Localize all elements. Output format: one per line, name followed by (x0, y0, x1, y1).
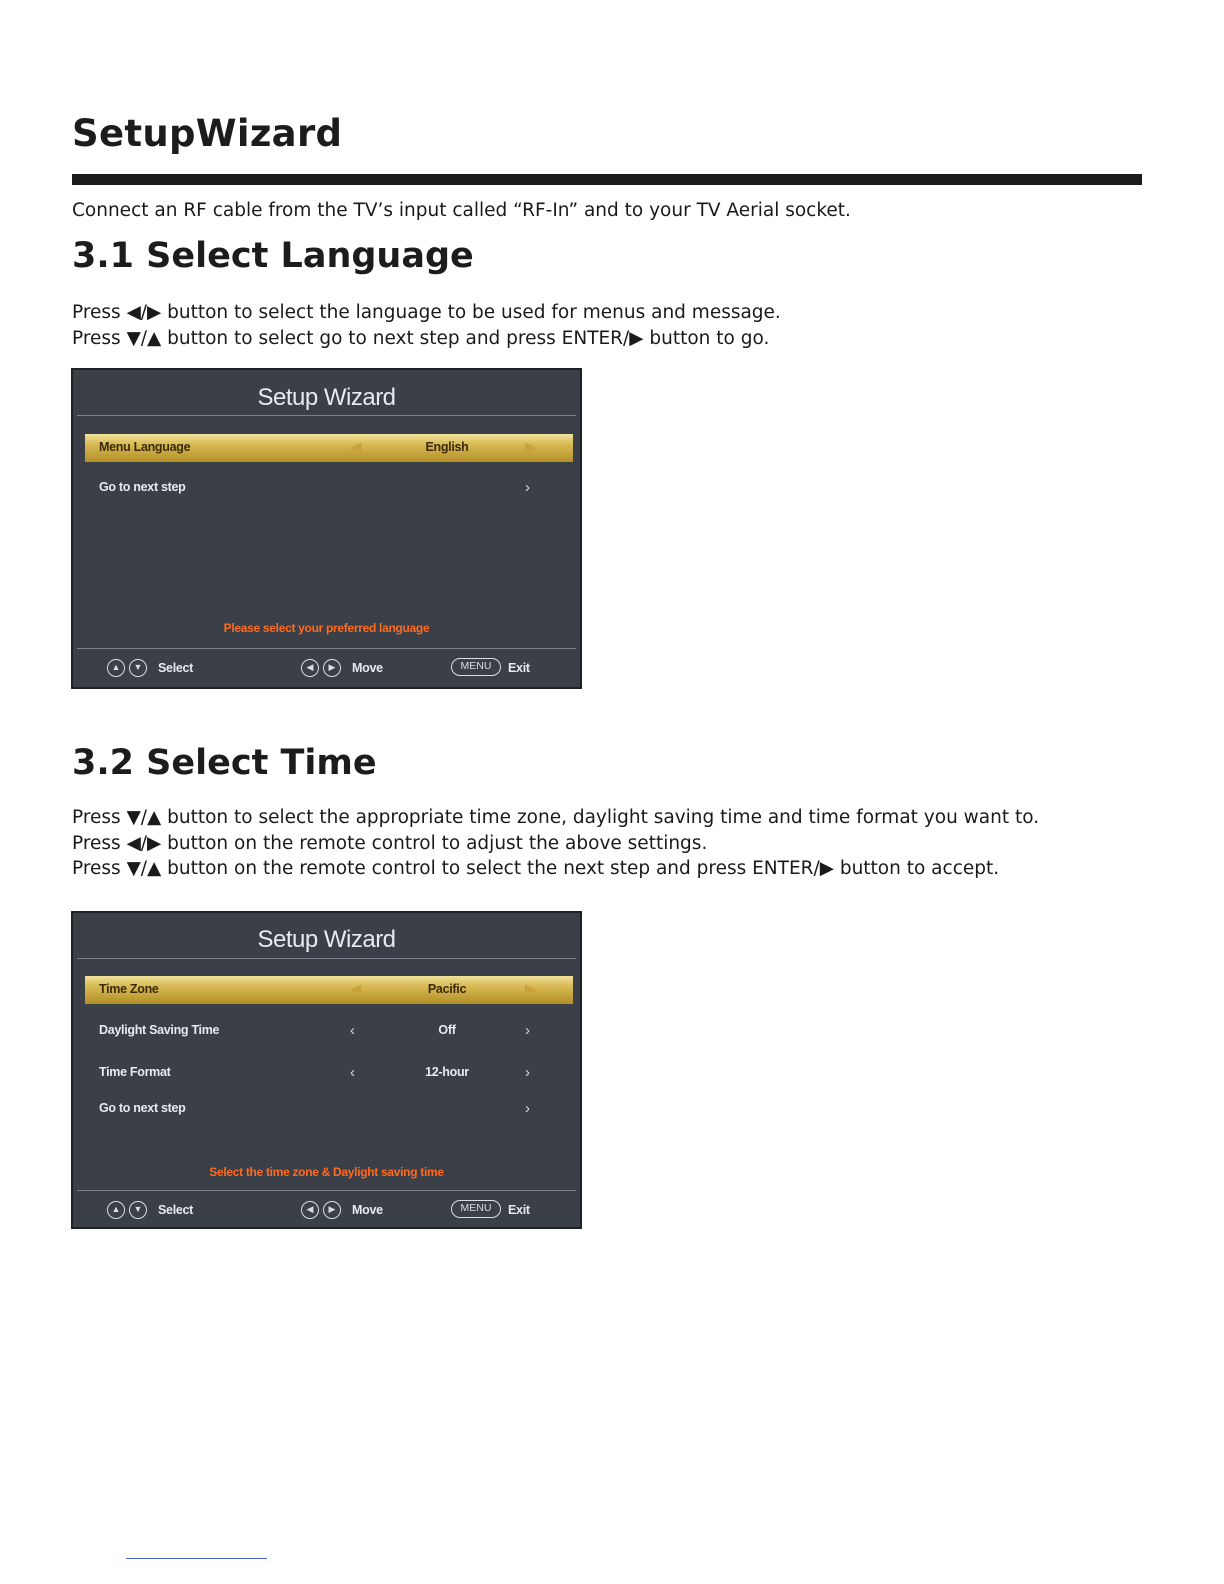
left-button-icon: ◀ (301, 659, 319, 677)
row-value: 12-hour (425, 1065, 469, 1079)
row-label: Time Format (99, 1065, 171, 1079)
footer-exit-label: Exit (508, 1203, 530, 1217)
row-label: Time Zone (99, 982, 159, 996)
page-title: SetupWizard (72, 112, 343, 155)
time-format-row[interactable] (85, 1059, 573, 1087)
chevron-right-icon: › (525, 479, 530, 496)
row-value: Pacific (427, 982, 467, 996)
time-instructions (72, 805, 1039, 882)
right-arrow-icon[interactable]: ▶ (525, 439, 537, 456)
menu-key-icon: MENU (451, 1200, 501, 1218)
right-button-icon: ▶ (323, 1201, 341, 1219)
section-heading-language: 3.1 Select Language (72, 236, 474, 276)
instruction-line: Press ▼/▲ button to select the appropriate time zone, daylight saving time and time format you want to. (72, 807, 1040, 828)
screen-footer (73, 1196, 580, 1226)
row-label: Go to next step (99, 480, 186, 494)
down-button-icon: ▼ (129, 1201, 147, 1219)
right-button-icon: ▶ (323, 659, 341, 677)
footer-link-line (126, 1558, 267, 1559)
up-button-icon: ▲ (107, 1201, 125, 1219)
daylight-saving-row[interactable] (85, 1017, 573, 1045)
left-arrow-icon[interactable]: ◀ (350, 981, 362, 998)
instruction-line: Press ▼/▲ button on the remote control to select the next step and press ENTER/▶ button to accept. (72, 858, 1000, 879)
chevron-left-icon[interactable]: ‹ (350, 1022, 355, 1039)
footer-move-label: Move (352, 1203, 383, 1217)
screen-title: Setup Wizard (257, 926, 396, 953)
row-label: Daylight Saving Time (99, 1023, 220, 1037)
footer-select-label: Select (158, 661, 194, 675)
left-button-icon: ◀ (301, 1201, 319, 1219)
chevron-right-icon[interactable]: › (525, 1022, 530, 1039)
next-step-row[interactable] (85, 1095, 573, 1123)
language-instructions (72, 300, 781, 351)
instruction-line: Press ▼/▲ button to select go to next step and press ENTER/▶ button to go. (72, 327, 770, 349)
row-value: English (425, 440, 469, 454)
time-screen (71, 911, 582, 1229)
instruction-line: Press ◀/▶ button on the remote control to adjust the above settings. (72, 832, 708, 854)
menu-language-row[interactable] (85, 434, 573, 462)
left-arrow-icon[interactable]: ◀ (350, 439, 362, 456)
screen-footer (73, 654, 580, 684)
footer-select-label: Select (158, 1203, 194, 1217)
instruction-line: Press ◀/▶ button to select the language to be used for menus and message. (72, 302, 781, 323)
screen-divider (77, 648, 576, 649)
row-label: Menu Language (99, 440, 191, 454)
title-divider (72, 174, 1142, 185)
time-zone-row[interactable] (85, 976, 573, 1004)
chevron-right-icon[interactable]: › (525, 1064, 530, 1081)
footer-move-label: Move (352, 661, 383, 675)
footer-exit-label: Exit (508, 661, 530, 675)
chevron-right-icon: › (525, 1100, 530, 1117)
up-button-icon: ▲ (107, 659, 125, 677)
next-step-row[interactable] (85, 474, 573, 502)
screen-divider (77, 415, 576, 416)
row-label: Go to next step (99, 1101, 186, 1115)
screen-divider (77, 1190, 576, 1191)
chevron-left-icon[interactable]: ‹ (350, 1064, 355, 1081)
language-screen (71, 368, 582, 689)
right-arrow-icon[interactable]: ▶ (525, 981, 537, 998)
screen-hint: Select the time zone & Daylight saving time (209, 1165, 444, 1179)
screen-title: Setup Wizard (257, 384, 396, 411)
section-heading-time: 3.2 Select Time (72, 743, 377, 783)
screen-divider (77, 958, 576, 959)
intro-text: Connect an RF cable from the TV’s input called “RF-In” and to your TV Aerial socket. (72, 200, 851, 221)
row-value: Off (438, 1023, 456, 1037)
menu-key-icon: MENU (451, 658, 501, 676)
screen-hint: Please select your preferred language (223, 621, 430, 635)
down-button-icon: ▼ (129, 659, 147, 677)
